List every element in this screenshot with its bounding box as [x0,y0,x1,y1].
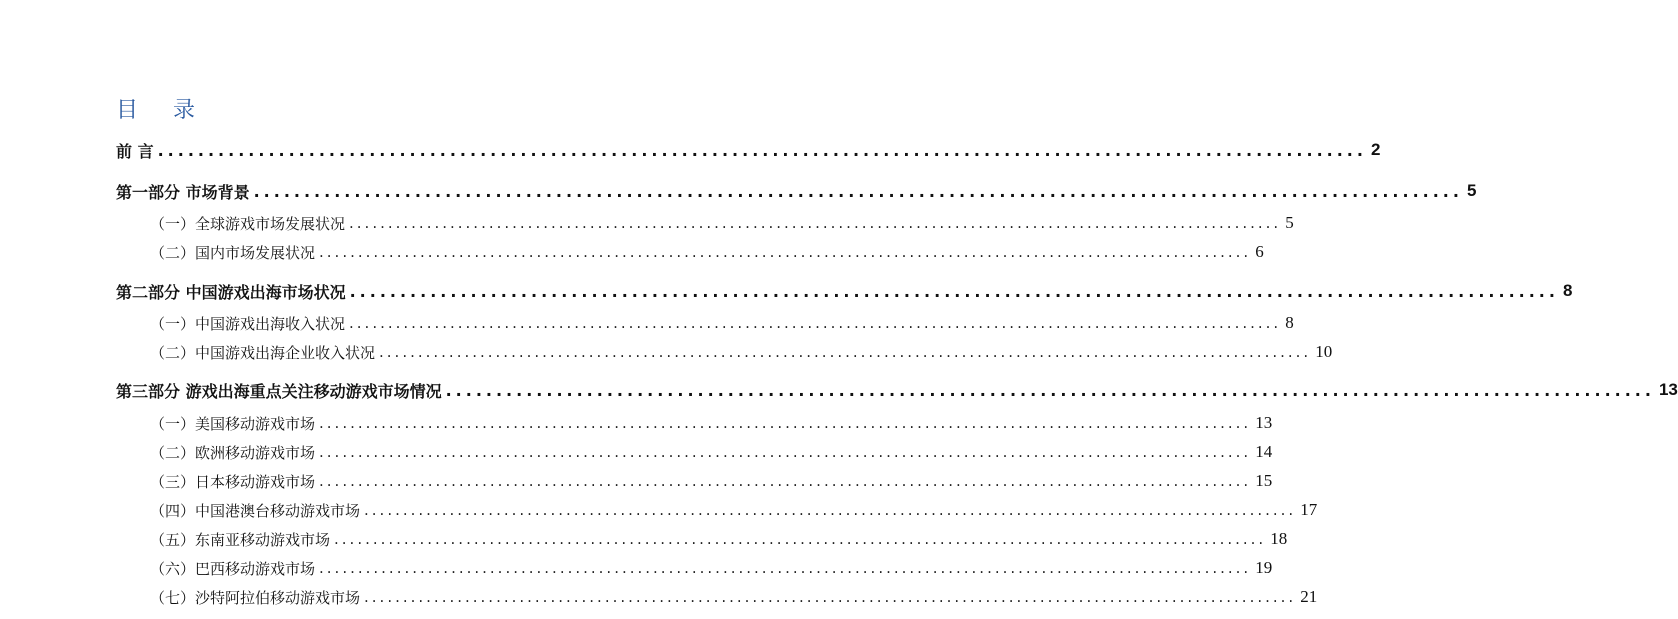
toc-entry-page: 8 [1562,281,1573,300]
toc-entry[interactable] [0,137,1381,163]
toc-entry-page: 14 [1255,442,1273,461]
toc-entry-page: 5 [1466,181,1477,200]
toc-leader-dots: ........................................................................................................................ [349,281,1559,301]
toc-leader-dots: ........................................................................................................................ [319,472,1252,490]
toc-entry-page: 5 [1285,213,1294,232]
toc-entry[interactable] [0,584,1318,610]
toc-leader-dots: ........................................................................................................................ [364,501,1297,519]
toc-entry-page: 8 [1285,313,1294,332]
toc-entry[interactable] [0,497,1318,523]
toc-leader-dots: ........................................................................................................................ [379,343,1312,361]
toc-entry[interactable] [0,310,1294,336]
toc-leader-dots: ........................................................................................................................ [349,214,1282,232]
toc-entry-label: （四）中国港澳台移动游戏市场 [150,501,361,520]
toc-entry[interactable] [0,339,1333,365]
toc-entry-label: （一）中国游戏出海收入状况 [150,314,346,333]
toc-entry-page: 13 [1255,413,1273,432]
toc-entry[interactable] [0,210,1294,236]
toc-leader-dots: ........................................................................................................................ [364,588,1297,606]
toc-entry-page: 6 [1255,242,1264,261]
toc-entry-label: （一）全球游戏市场发展状况 [150,214,346,233]
toc-leader-dots: ........................................................................................................................ [253,181,1463,201]
toc-entry[interactable] [0,468,1273,494]
toc-entry-label: （二）中国游戏出海企业收入状况 [150,343,376,362]
toc-entry-label: 第二部分 中国游戏出海市场状况 [116,282,346,302]
toc-leader-dots: ........................................................................................................................ [334,530,1267,548]
toc-entry-label: 第一部分 市场背景 [116,182,250,202]
toc-entry-label: 第三部分 游戏出海重点关注移动游戏市场情况 [116,381,442,401]
toc-entry[interactable] [0,239,1264,265]
toc-entry-page: 15 [1255,471,1273,490]
toc-entry-page: 19 [1255,558,1273,577]
toc-entry-page: 21 [1300,587,1318,606]
toc-entry-label: （七）沙特阿拉伯移动游戏市场 [150,588,361,607]
toc-leader-dots: ........................................................................................................................ [319,559,1252,577]
toc-entry[interactable] [0,555,1273,581]
toc-leader-dots: ........................................................................................................................ [319,243,1252,261]
toc-entry-label: （一）美国移动游戏市场 [150,414,316,433]
toc-entry[interactable] [0,178,1477,204]
toc-title: 目 录 [116,98,209,123]
toc-entry-label: （五）东南亚移动游戏市场 [150,530,331,549]
toc-entry-label: 前 言 [116,141,154,161]
toc-entry-label: （三）日本移动游戏市场 [150,472,316,491]
toc-leader-dots: ........................................................................................................................ [319,414,1252,432]
toc-entry[interactable] [0,526,1288,552]
toc-leader-dots: ........................................................................................................................ [157,140,1367,160]
toc-entry[interactable] [0,410,1273,436]
toc-entry-label: （二）国内市场发展状况 [150,243,316,262]
toc-leader-dots: ........................................................................................................................ [319,443,1252,461]
toc-entry-page: 2 [1370,140,1381,159]
toc-entry-label: （二）欧洲移动游戏市场 [150,443,316,462]
toc-leader-dots: ........................................................................................................................ [349,314,1282,332]
toc-leader-dots: ........................................................................................................................ [445,380,1655,400]
toc-entry-page: 13 [1658,380,1678,399]
toc-entry-page: 10 [1315,342,1333,361]
toc-entry-page: 17 [1300,500,1318,519]
toc-entry[interactable] [0,377,1678,403]
toc-entry-page: 18 [1270,529,1288,548]
toc-entry-label: （六）巴西移动游戏市场 [150,559,316,578]
toc-entry[interactable] [0,278,1573,304]
toc-entry[interactable] [0,439,1273,465]
